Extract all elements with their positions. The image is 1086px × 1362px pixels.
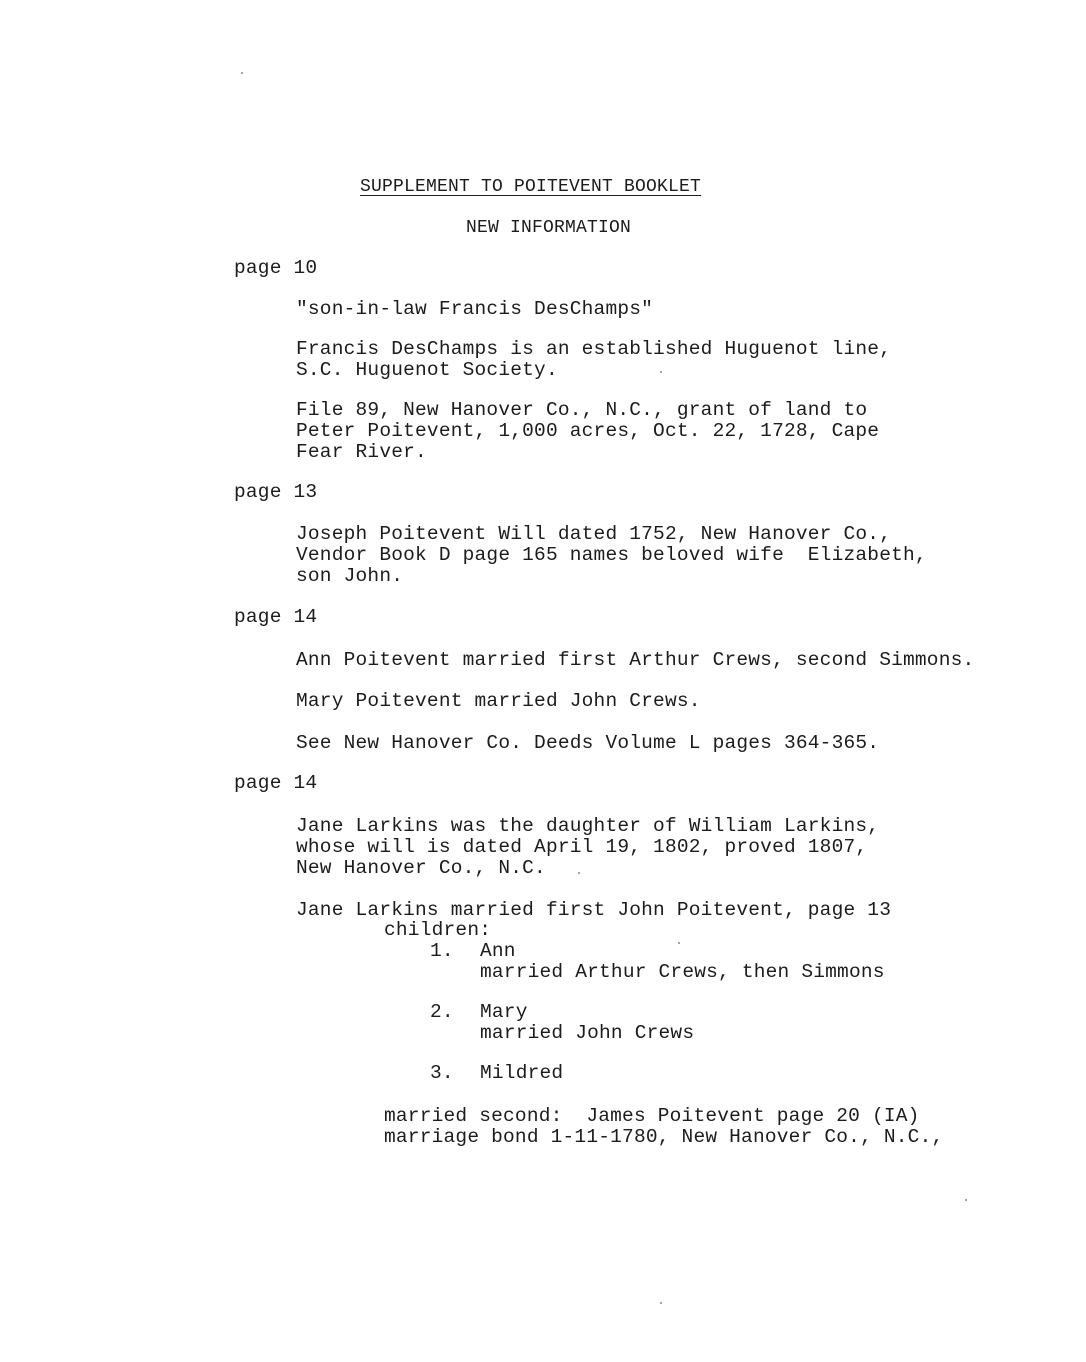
page-reference-label: page 14	[234, 772, 318, 794]
page-reference-label: page 14	[234, 606, 318, 628]
document-subtitle: NEW INFORMATION	[466, 218, 632, 238]
document-title: SUPPLEMENT TO POITEVENT BOOKLET	[360, 177, 702, 197]
paragraph: Joseph Poitevent Will dated 1752, New Hanover Co., Vendor Book D page 165 names beloved wife Elizabeth, son John.	[296, 523, 927, 587]
child-number: 1.	[430, 940, 454, 962]
scan-speck	[241, 72, 243, 74]
page-reference-label: page 10	[234, 257, 318, 279]
paragraph: Jane Larkins was the daughter of William Larkins, whose will is dated April 19, 1802, proved 1807, New Hanover Co., N.C.	[296, 815, 880, 879]
paragraph: Mary Poitevent married John Crews.	[296, 690, 701, 712]
child-name: Mildred	[480, 1062, 564, 1084]
child-number: 2.	[430, 1001, 454, 1023]
paragraph: File 89, New Hanover Co., N.C., grant of land to Peter Poitevent, 1,000 acres, Oct. 22, 1728, Cape Fear River.	[296, 399, 880, 463]
paragraph: Francis DesChamps is an established Huguenot line, S.C. Huguenot Society.	[296, 338, 892, 381]
child-name: Mary	[480, 1001, 528, 1023]
second-marriage: married second: James Poitevent page 20 (IA) marriage bond 1-11-1780, New Hanover Co., N.C.,	[384, 1105, 944, 1148]
scan-speck	[660, 1302, 662, 1304]
child-number: 3.	[430, 1062, 454, 1084]
scan-speck	[965, 1199, 967, 1201]
child-note: married John Crews	[480, 1022, 695, 1044]
scan-speck	[678, 942, 680, 944]
child-name: Ann	[480, 940, 516, 962]
child-note: married Arthur Crews, then Simmons	[480, 961, 885, 983]
page-reference-label: page 13	[234, 481, 318, 503]
scan-speck	[660, 371, 662, 373]
scan-speck	[578, 872, 580, 874]
paragraph: "son-in-law Francis DesChamps"	[296, 298, 654, 320]
paragraph: See New Hanover Co. Deeds Volume L pages 364-365.	[296, 732, 880, 754]
children-label: children:	[384, 919, 492, 941]
marriage-intro: Jane Larkins married first John Poitevent, page 13	[296, 899, 892, 921]
paragraph: Ann Poitevent married first Arthur Crews, second Simmons.	[296, 649, 975, 671]
